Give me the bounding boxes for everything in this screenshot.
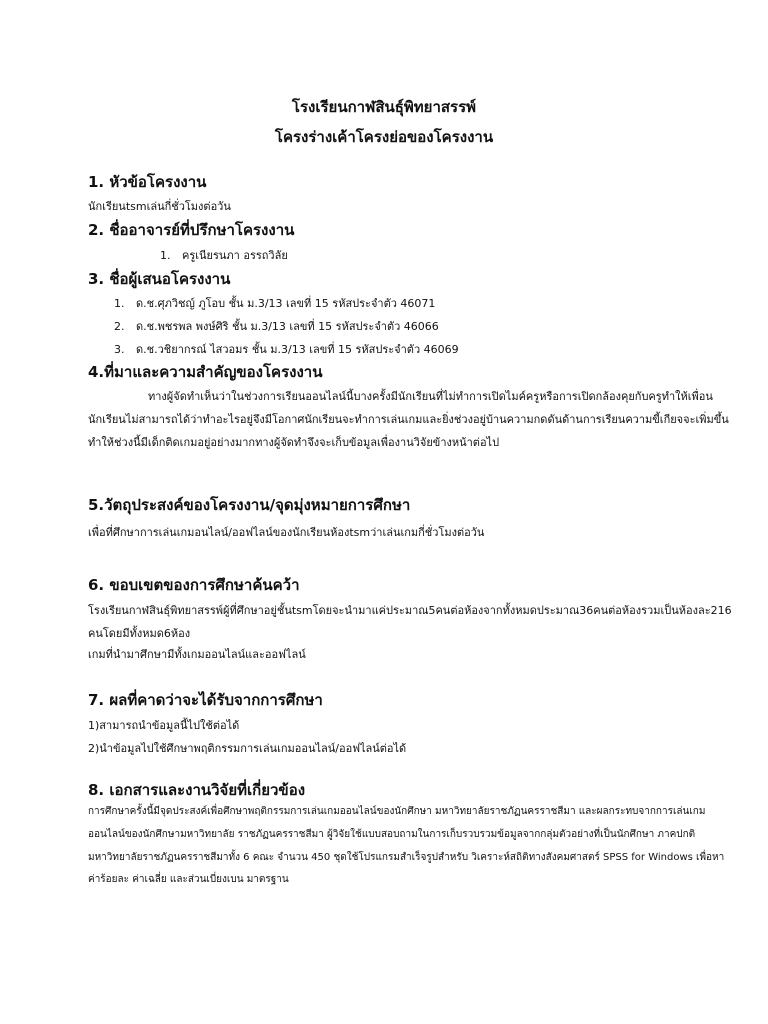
section-3-heading: 3. ชื่อผู้เสนอโครงงาน [88,270,231,288]
advisor-item [160,246,288,264]
document-title: โครงร่างเค้าโครงย่อของโครงงาน [274,128,494,146]
section-4-line: ทางผู้จัดทำเห็นว่าในช่วงการเรียนออนไลน์นี้บางครั้งมีนักเรียนที่ไม่ทำการเปิดไมค์ครูหรือการเปิดกล้องคุยกับครูทำให้เพื่อน [148,390,713,403]
section-6-line: เกมที่นำมาศึกษามีทั้งเกมออนไลน์และออฟไลน์ [88,648,306,661]
section-8-heading: 8. เอกสารและงานวิจัยที่เกี่ยวข้อง [88,781,306,799]
school-name: โรงเรียนกาฬสินธุ์พิทยาสรรพ์ [291,98,477,116]
section-8-line: การศึกษาครั้งนี้มีจุดประสงค์เพื่อศึกษาพฤติกรรมการเล่นเกมออนไลน์ของนักศึกษา มหาวิทยาลัยราชภัฏนครราชสีมา และผลกระทบจากการเล่นเกม [88,806,706,817]
section-1-heading: 1. หัวข้อโครงงาน [88,173,207,191]
presenter-item [114,317,439,335]
section-5-body: เพื่อที่ศึกษาการเล่นเกมอนไลน์/ออฟไลน์ของนักเรียนห้องtsmว่าเล่นเกมกี่ชั่วโมงต่อวัน [88,526,485,539]
section-2-heading: 2. ชื่ออาจารย์ที่ปรึกษาโครงงาน [88,221,295,239]
section-1-body: นักเรียนtsmเล่นกี่ชั่วโมงต่อวัน [88,200,231,213]
list-number: 2. [114,320,125,333]
section-7-heading: 7. ผลที่คาดว่าจะได้รับจากการศึกษา [88,691,323,709]
section-4-heading: 4.ที่มาและความสำคัญของโครงงาน [88,363,323,381]
presenter-item [114,340,459,358]
presenter-text: ด.ช.วชิยากรณ์ ไสวอมร ชั้น ม.3/13 เลขที่ 15 รหัสประจำตัว 46069 [136,343,459,356]
list-number: 1. [114,297,125,310]
section-6-line: โรงเรียนกาฬสินธุ์พิทยาสรรพ์ผู้ที่ศึกษาอยู่ชั้นtsmโดยจะนำมาแค่ประมาณ5คนต่อห้องจากทั้งหมดประมาณ36คนต่อห้องรวมเป็นห้องละ216 [88,604,732,617]
list-number: 3. [114,343,125,356]
section-4-line: ทำให้ช่วงนี้มีเด็กติดเกมอยู่อย่างมากทางผู้จัดทำจึงจะเก็บข้อมูลเพื่องานวิจัยข้างหน้าต่อไป [88,436,500,449]
advisor-name: ครูเนียรนภา อรรถวิลัย [182,249,288,262]
presenter-text: ด.ช.พชรพล พงษ์ศิริ ชั้น ม.3/13 เลขที่ 15 รหัสประจำตัว 46066 [136,320,439,333]
list-number: 1. [160,249,171,262]
section-7-line: 1)สามารถนำข้อมูลนี้ไปใช้ต่อได้ [88,719,240,732]
section-5-heading: 5.วัตถุประสงค์ของโครงงาน/จุดมุ่งหมายการศึกษา [88,496,411,514]
section-6-heading: 6. ขอบเขตของการศึกษาค้นคว้า [88,576,300,594]
section-8-line: ออนไลน์ของนักศึกษามหาวิทยาลัย ราชภัฏนครราชสีมา ผู้วิจัยใช้แบบสอบถามในการเก็บรวบรวมข้อมูลจากกลุ่มตัวอย่างที่เป็นนักศึกษา ภาคปกติ [88,829,696,840]
section-7-line: 2)นำข้อมูลไปใช้ศึกษาพฤติกรรมการเล่นเกมออนไลน์/ออฟไลน์ต่อได้ [88,742,407,755]
section-6-line: คนโดยมีทั้งหมด6ห้อง [88,627,191,640]
presenter-text: ด.ช.ศุภวิชญ์ ภูโอบ ชั้น ม.3/13 เลขที่ 15 รหัสประจำตัว 46071 [136,297,436,310]
section-4-line: นักเรียนไม่สามารถได้ว่าทำอะไรอยู่จึงมีโอกาศนักเรียนจะทำการเล่นเกมและยิ่งช่วงอยู่บ้านความกดดันด้านการเรียนความขี้เกียจจะเพิ่มขึ้น [88,413,729,426]
section-8-line: มหาวิทยาลัยราชภัฏนครราชสีมาทั้ง 6 คณะ จำนวน 450 ชุดใช้โปรแกรมสำเร็จรูปสำหรับ วิเคราะห์สถิติทางสังคมศาสตร์ SPSS for Windows เพื่อหา [88,852,725,863]
presenter-item [114,294,435,312]
section-8-line: ค่าร้อยละ ค่าเฉลี่ย และส่วนเบี่ยงเบน มาตรฐาน [88,874,289,885]
